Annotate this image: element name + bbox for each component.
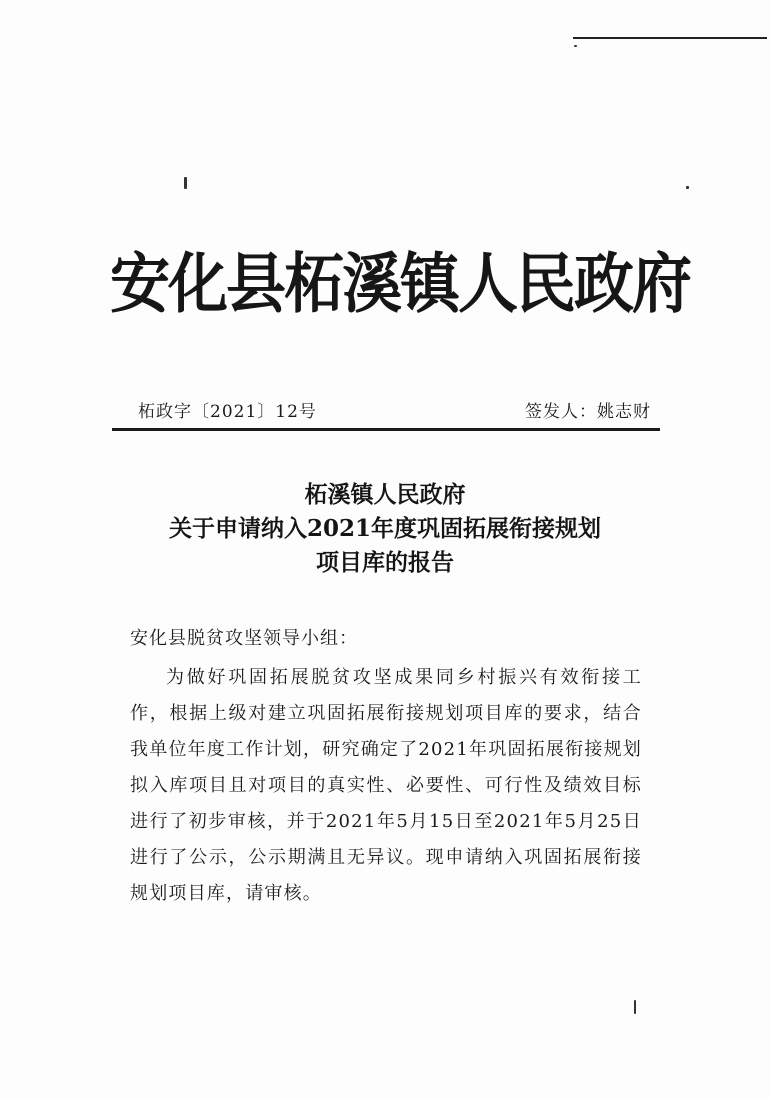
report-title-line-3: 项目库的报告 [316, 549, 454, 576]
document-number-row [112, 397, 659, 427]
salutation: 安化县脱贫攻坚领导小组： [130, 628, 358, 649]
issuing-authority-title: 安化县柘溪镇人民政府 [110, 246, 690, 323]
scan-artifact-line [573, 37, 767, 39]
scan-speck [184, 177, 187, 189]
report-title-line-1: 柘溪镇人民政府 [304, 481, 466, 508]
issuer-signatory: 签发人：姚志财 [525, 402, 651, 422]
scan-speck [634, 1000, 636, 1014]
header-divider [112, 428, 660, 431]
body-paragraph: 为做好巩固拓展脱贫攻坚成果同乡村振兴有效衔接工作，根据上级对建立巩固拓展衔接规划项目库的要求，结合我单位年度工作计划，研究确定了2021年巩固拓展衔接规划拟入库项目且对项目的真实性、必要性、可行性及绩效目标进行了初步审核，并于2021年5月15日至2021年5月25日进行了公示，公示期满且无异议。现申请纳入巩固拓展衔接规划项目库，请审核。 [130, 667, 642, 904]
report-title [110, 478, 660, 580]
document-number: 柘政字〔2021〕12号 [138, 402, 317, 422]
report-title-line-2: 关于申请纳入2021年度巩固拓展衔接规划 [168, 515, 601, 542]
scan-speck [574, 45, 577, 47]
scan-speck [686, 186, 689, 189]
